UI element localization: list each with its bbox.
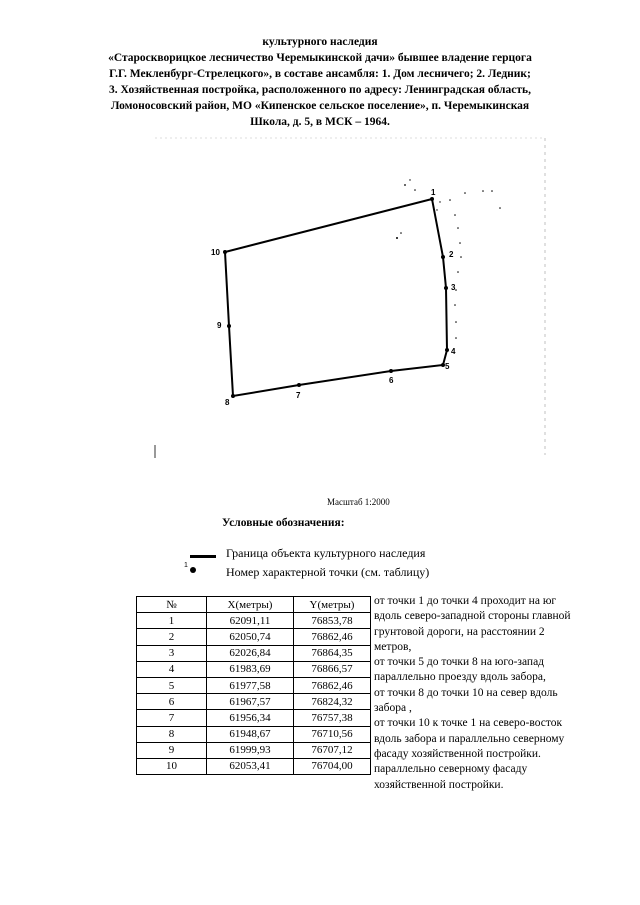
title-line: Школа, д. 5, в МСК – 1964. [250,116,390,128]
table-row [137,677,371,693]
table-cell: 61999,93 [207,742,294,758]
table-cell: 7 [137,710,207,726]
point-label: 8 [225,398,230,407]
description-line: грунтовой дороги, на расстоянии 2 [374,625,545,638]
table-cell: 76853,78 [294,613,371,629]
title-line: культурного наследия [262,36,378,48]
point-label: 2 [449,250,454,259]
description-line: хозяйственной постройки. [374,778,504,791]
legend-boundary-label: Граница объекта культурного наследия [226,546,426,560]
column-header: № [137,597,207,613]
boundary-point [297,383,301,387]
boundary-point [389,369,393,373]
table-cell: 3 [137,645,207,661]
title-line: «Староскворицкое лесничество Черемыкинской дачи» бывшее владение герцога [108,52,532,64]
boundary-point [223,250,227,254]
description-line: вдоль забора и параллельно северному [374,732,565,745]
table-cell: 76862,46 [294,677,371,693]
table-cell: 62026,84 [207,645,294,661]
table-row [137,726,371,742]
point-label: 5 [445,362,450,371]
point-symbol [190,567,196,573]
table-cell: 76707,12 [294,742,371,758]
description-line: параллельно северному фасаду [374,763,528,776]
table-cell: 76824,32 [294,694,371,710]
table-cell: 62050,74 [207,629,294,645]
table-cell: 76710,56 [294,726,371,742]
table-cell: 76864,35 [294,645,371,661]
table-cell: 61967,57 [207,694,294,710]
table-row [137,645,371,661]
point-label: 4 [451,347,456,356]
table-row [137,629,371,645]
table-row [137,694,371,710]
legend-title: Условные обозначения: [222,517,345,529]
table-cell: 61977,58 [207,677,294,693]
boundary-line-symbol [190,555,216,558]
object-boundary [225,199,447,396]
column-header: X(метры) [207,597,294,613]
table-cell: 4 [137,661,207,677]
coordinates-table [136,596,371,775]
description-line: от точки 1 до точки 4 проходит на юг [374,595,557,607]
title-line: Ломоносовский район, МО «Кипенское сельское поселение», п. Черемыкинская [110,100,530,112]
table-cell: 6 [137,694,207,710]
table-cell: 61956,34 [207,710,294,726]
table-cell: 10 [137,758,207,774]
point-label: 9 [217,321,222,330]
description-line: фасаду хозяйственной постройки. [374,747,541,760]
description-line: от точки 5 до точки 8 на юго-запад [374,656,545,669]
point-label: 3 [451,283,456,292]
table-row [137,613,371,629]
table-row [137,710,371,726]
description-line: от точки 8 до точки 10 на север вдоль [374,686,558,699]
title-line: Г.Г. Мекленбург-Стрелецкого», в составе ансамбля: 1. Дом лесничего; 2. Ледник; [109,68,531,80]
table-cell: 1 [137,613,207,629]
table-row [137,661,371,677]
description-line: вдоль северо-западной стороны главной [374,610,571,623]
point-label: 7 [296,391,301,400]
column-header: Y(метры) [294,597,371,613]
boundary-point [231,394,235,398]
legend-point-label: Номер характерной точки (см. таблицу) [226,565,430,579]
table-row [137,742,371,758]
table-cell: 8 [137,726,207,742]
boundary-point [430,197,434,201]
description-line: забора , [374,702,412,715]
boundary-point [227,324,231,328]
table-cell: 76862,46 [294,629,371,645]
map-scale: Масштаб 1:2000 [327,497,390,507]
table-cell: 76757,38 [294,710,371,726]
table-cell: 62091,11 [207,613,294,629]
table-row [137,758,371,774]
table-cell: 62053,41 [207,758,294,774]
table-header-row [137,597,371,613]
table-cell: 9 [137,742,207,758]
table-cell: 2 [137,629,207,645]
point-label: 10 [211,248,220,257]
description-line: от точки 10 к точке 1 на северо-восток [374,717,563,730]
point-label: 1 [431,188,436,197]
table-cell: 76866,57 [294,661,371,677]
point-label: 6 [389,376,394,385]
table-cell: 61983,69 [207,661,294,677]
table-cell: 5 [137,677,207,693]
description-line: метров, [374,640,412,653]
boundary-point [445,348,449,352]
title-line: 3. Хозяйственная постройка, расположенного по адресу: Ленинградская область, [109,84,531,96]
boundary-description [374,594,604,793]
table-cell: 61948,67 [207,726,294,742]
description-line: параллельно проезду вдоль забора, [374,671,546,684]
table-cell: 76704,00 [294,758,371,774]
boundary-point [441,255,445,259]
boundary-point [444,286,448,290]
legend-point-number: 1 [184,562,188,569]
